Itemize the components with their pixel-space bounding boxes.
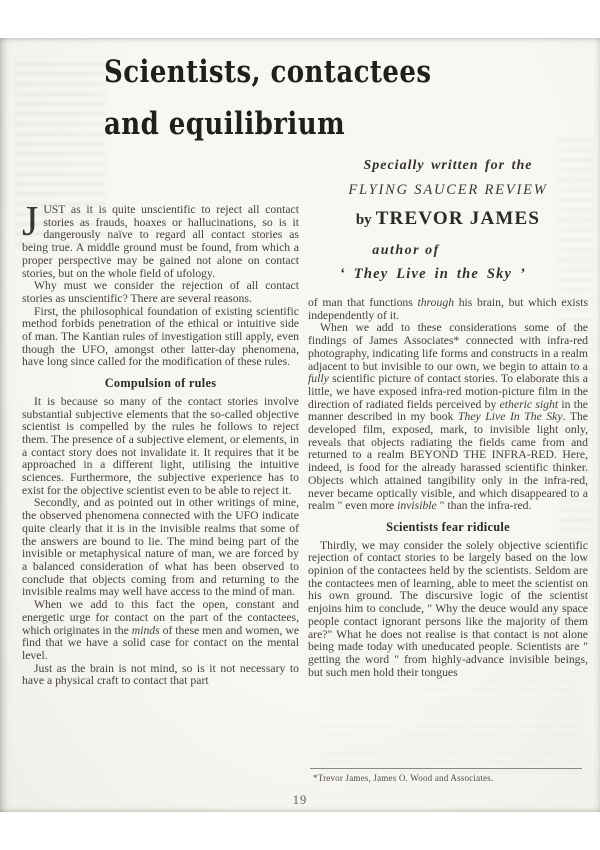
article-title [104, 46, 431, 150]
byline-author-name: TREVOR JAMES [375, 208, 541, 229]
byline-specially-written: Specially written for the [363, 158, 533, 173]
paragraph: First, the philosophical foundation of existing scientific method forbids penetration of the ethical or intuitive side of man. The Kantian rules of investigation still apply, even though the UFO, amongst other latter-day phenomena, have long since called for the modification of these rules. [22, 304, 299, 369]
paragraph: JUST as it is quite unscientific to reject all contact stories as frauds, hoaxes or hallucinations, so is it dangerously naïve to regard all contact stories as being true. A middle ground must be found, from which a proper perspective may be gained not alone on contact stories, but on the whole field of ufology. [22, 199, 299, 280]
byline-author-line [308, 208, 588, 230]
byline-book-title: ‘ They Live in the Sky ’ [339, 266, 527, 282]
section-subheading: Compulsion of rules [104, 376, 217, 391]
paragraph: Why must we consider the rejection of all contact stories as unscientific? There are several reasons. [22, 279, 299, 305]
footnote: *Trevor James, James O. Wood and Associates. [313, 773, 494, 783]
byline-author-of: author of [372, 243, 440, 258]
left-column [22, 199, 300, 688]
paragraph: Thirdly, we may consider the solely objective scientific rejection of contact stories to be largely based on the low opinion of the contactees held by the scientists. Seldom are the contactees men of learning, able to meet the scientist on his own ground. The discursive logic of the scientist enjoins him to conclude, " Why the deuce would any space people contact ignorant persons like the majority of them are?" What he does not realise is that contact is not alone being made today with uneducated people. Scientists are " getting the word " from highly-advance invisible beings, but such men hold their tongues [308, 538, 588, 679]
right-column [308, 297, 588, 679]
byline-magazine-name: FLYING SAUCER REVIEW [348, 182, 548, 198]
page-number: 19 [292, 793, 308, 807]
drop-cap: J [22, 199, 39, 245]
paragraph: Just as the brain is not mind, so is it not necessary to have a physical craft to contact that part [22, 661, 299, 688]
magazine-page [0, 38, 600, 812]
paragraph: When we add to these considerations some of the findings of James Associates* connected with infra-red photography, indicating life forms and constructs in a realm adjacent to but invisible to our own, we begin to attain to a fully scientific picture of contact stories. To elaborate this a little, we have exposed infra-red motion-picture film in the direction of radiated fields perceived by etheric sight in the manner described in my book They Live In The Sky. The developed film, exposed, mark, to invisible light only, reveals that objects radiating the fields came from and returned to a realm BEYOND THE INFRA-RED. Here, indeed, is food for the already harassed scientific thinker. Objects which attained tangibility only in the infra-red, never became optically visible, and which disappeared to a realm " even more invisible " than the infra-red. [308, 321, 588, 513]
paragraph: of man that functions through his brain, but which exists independently of it. [308, 296, 588, 322]
byline-block [308, 158, 588, 283]
article-title-line2: and equilibrium [104, 106, 346, 142]
paragraph: It is because so many of the contact stories involve substantial subjective elements that the so-called objective scientist is compelled by the rules he follows to reject them. The presence of a subjective element, or elements, in a contact story does not invalidate it. It requires that it be approached in a different light, utilising the intuitive sciences. Furthermore, the subjective experience has to exist for the objective scientist even to be able to reject it. [22, 394, 299, 497]
byline-by-prefix: by [355, 212, 372, 228]
section-subheading: Scientists fear ridicule [386, 519, 510, 534]
paragraph: When we add to this fact the open, constant and energetic urge for contact on the part of the contactees, which originates in the minds of these men and women, we find that we have a solid case for contact on the mental level. [22, 598, 300, 662]
footnote-rule [310, 768, 582, 769]
paragraph: Secondly, and as pointed out in other writings of mine, the observed phenomena connected with the UFO indicate quite clearly that it is in the invisible realms that some of the answers are bound to lie. The mind being part of the invisible or metaphysical nature of man, we are forced by a balanced consideration of what has been observed to conclude that objects coming from and returning to the invisible realms may well have access to the mind of man. [22, 496, 299, 599]
article-title-line1: Scientists, contactees [104, 54, 432, 90]
